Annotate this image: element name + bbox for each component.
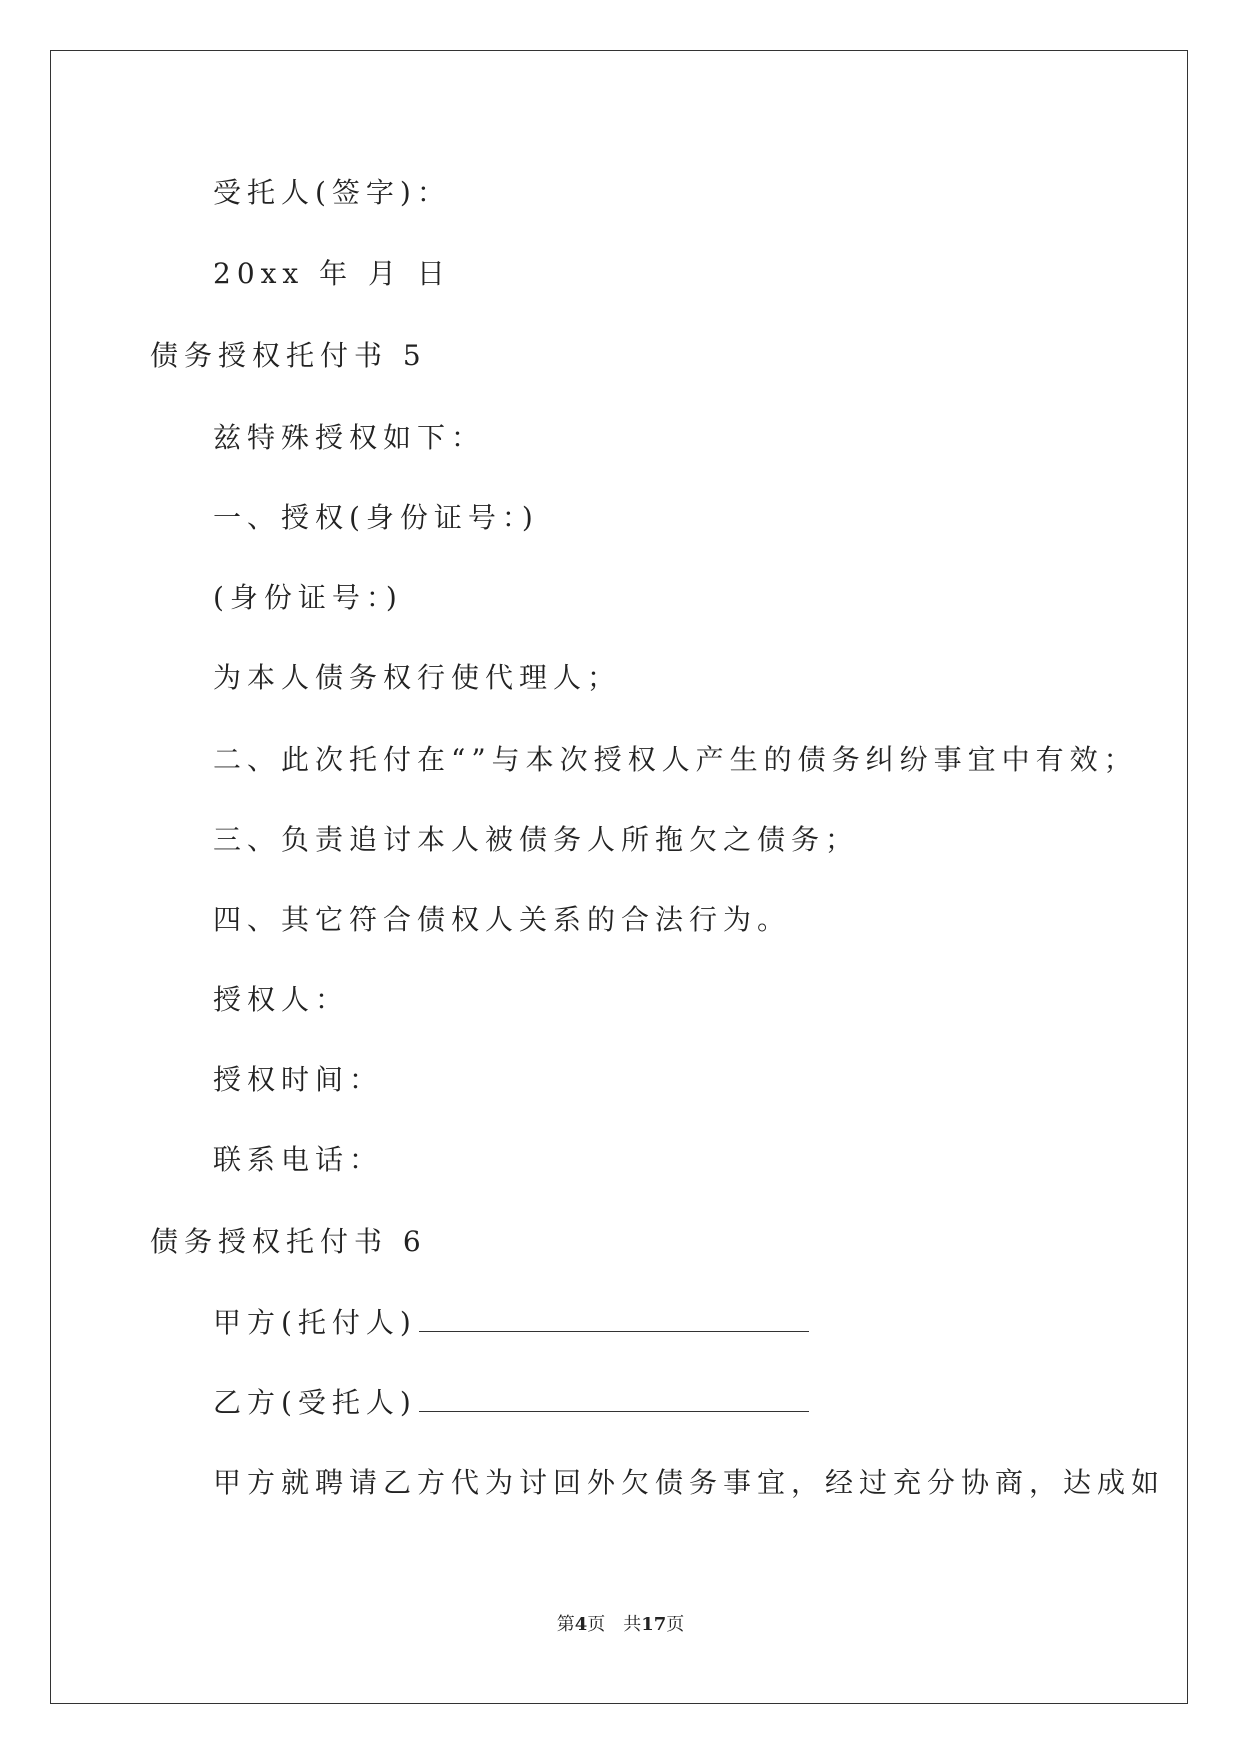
page-footer xyxy=(0,1613,1241,1637)
section-heading-6: 债务授权托付书 6 xyxy=(150,1225,427,1258)
footer-prefix: 第 xyxy=(556,1614,575,1635)
total-page-number: 17 xyxy=(641,1614,667,1635)
paragraph: 三、负责追讨本人被债务人所拖欠之债务； xyxy=(213,823,860,856)
party-b-label: 乙方(受托人) xyxy=(213,1386,417,1419)
paragraph: 兹特殊授权如下： xyxy=(213,421,486,454)
page-border xyxy=(50,50,1188,1704)
party-a-label: 甲方(托付人) xyxy=(213,1306,417,1339)
date-line: 20xx 年 月 日 xyxy=(213,257,451,290)
contact-phone-line: 联系电话： xyxy=(213,1143,384,1176)
paragraph: 二、此次托付在“”与本次授权人产生的债务纠纷事宜中有效； xyxy=(213,743,1138,776)
paragraph: 甲方就聘请乙方代为讨回外欠债务事宜，经过充分协商，达成如 xyxy=(213,1466,1166,1499)
party-a-blank xyxy=(419,1305,809,1332)
authorization-time-line: 授权时间： xyxy=(213,1063,384,1096)
section-heading-5: 债务授权托付书 5 xyxy=(150,339,427,372)
paragraph: (身份证号：) xyxy=(213,581,403,614)
paragraph: 一、授权(身份证号：) xyxy=(213,501,539,534)
footer-page-suffix: 页 xyxy=(587,1614,606,1635)
paragraph: 为本人债务权行使代理人； xyxy=(213,661,622,694)
trustee-signature-line: 受托人(签字)： xyxy=(213,176,451,209)
footer-total-suffix: 页 xyxy=(666,1614,685,1635)
authorizer-line: 授权人： xyxy=(213,983,350,1016)
current-page-number: 4 xyxy=(574,1614,588,1635)
party-b-blank xyxy=(419,1385,809,1412)
party-b-line xyxy=(213,1385,809,1421)
paragraph: 四、其它符合债权人关系的合法行为。 xyxy=(213,903,792,936)
footer-total-prefix: 共 xyxy=(623,1614,642,1635)
party-a-line xyxy=(213,1305,809,1341)
